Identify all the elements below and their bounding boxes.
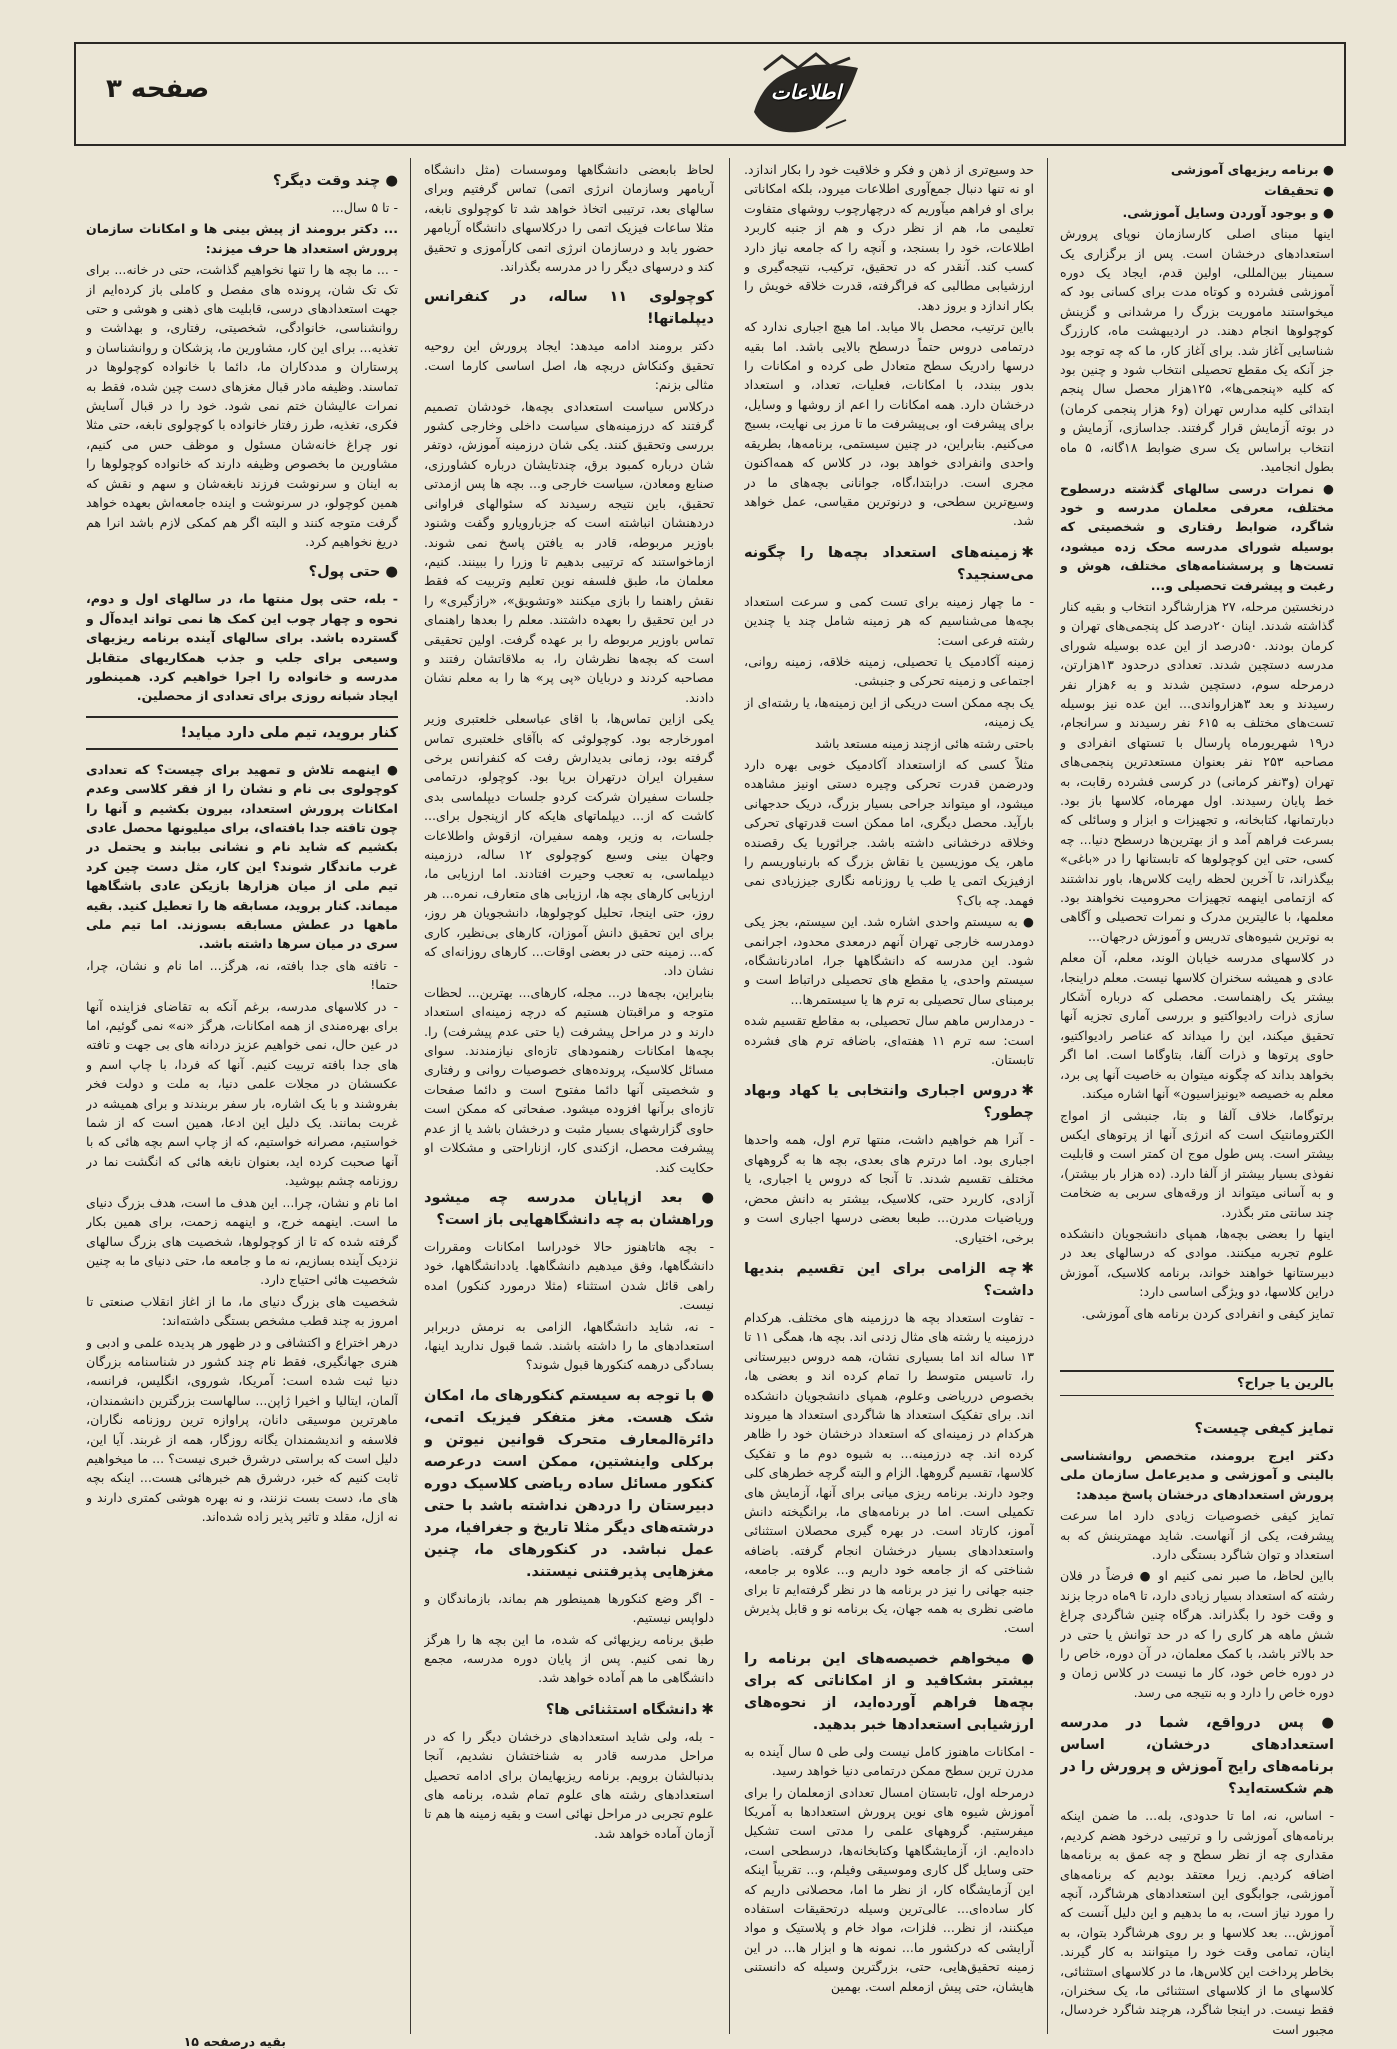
question-heading: ● اینهمه تلاش و تمهید برای چیست؟ که تعدادی کوچولوی بی نام و نشان را از فقر کلاسی وعدم امکانات پرورش استعداد، بیرون بکشیم و آنها را چون تافته جدا بافته‌ای، برای میلیونها محصل عادی بکشیم که شاید نام و نشانی بیابند و یحتمل در غرب ماندگار شوند؟ این کار، مثل دست چین کرد تیم ملی از میان هزارها بازیکن عادی باشگاهها میماند. کنار بروید، مسابقه ها را تعطیل کنید. بقیه ماهها در عطش مسابقه بسوزند. اما تیم ملی سری در میان سرها داشته باشد.: [86, 761, 398, 952]
question-heading: ● چند وقت دیگر؟: [272, 173, 398, 189]
asterisk-icon: ✱: [1021, 1258, 1034, 1277]
heading-text: زمینه‌های استعداد بچه‌ها را چگونه می‌سنجید؟: [744, 544, 1034, 583]
subheading: کوچولوی ۱۱ ساله، در کنفرانس دیپلماتها!: [424, 289, 714, 328]
paragraph: بااین لحاظ، ما صبر نمی کنیم او ● فرضاً در فلان رشته که استعداد بسیار زیادی دارد، تا ۹ماه درجا بزند و وقت خود را بگذراند. هرگاه چنین شاگردی چراغ شش ماهه هر کاری را که در حد توانش یا حتی در حد بالاتر باشد، با کمک معلمان، در آن دوره، خاص را در دوره خاص خود، کار ما نیست در کلاس زمان و دوره خاص را دارد و به نتیجه می رسد.: [1060, 1568, 1334, 1700]
paragraph: - اساس، نه، اما تا حدودی، بله... ما ضمن اینکه برنامه‌های آموزشی را و ترتیبی درخود هضم کردیم، مقداری چه از نظر سطح و چه عمق به برنامه‌ها اضافه کردیم. زیرا معتقد بودیم که برنامه‌های آموزشی، جوابگوی این استعدادهای هرشاگرد، آنچه را مورد نیاز است، به ما بدهیم و این دلیل آنست که آموزش... بعد کلاسها و بر روی هرشاگرد بتوان، به اینان، تمامی وقت خود را میتوانند به کار گیرند. بخاطر پرداخت این کلاس‌ها، ما در کلاسهای استثنائی، کلاسهای ما از کلاسهای استثنائی ما، یک سخنران، فقط نیست. در اینجا شاگرد، هرچند شاگرد خردسال، مجبور است: [1060, 1808, 1334, 2037]
column-1-lower: [1060, 1408, 1334, 2038]
question-heading: [744, 1257, 1034, 1302]
paragraph: درنخستین مرحله، ۲۷ هزارشاگرد انتخاب و بقیه کنار گذاشته شدند. اینان ۲۰درصد کل پنجمی‌های تهران و کرمان بودند. ۵۰درصد از این عده بوسیله شورای مدرسه دستچین شدند. تعدادی درحدود ۱۳هزارتن، درمرحله سوم، دستچین شدند و به ۶هزار نفر رسیدند و بعد ۳هزارواندی... این عده نیز بوسیله تست‌های مختلف به ۶۱۵ نفر رسیدند و سرانجام، در۱۹ شهریورماه پارسال با تستهای انفرادی و مصاحبه ۲۵۳ نفر بعنوان مستعدترین پنجمی‌های تهران (و۳نفر کرمانی) در کرسی فشرده رقابت، به خط پایان رسیدند. اول مهرماه، کلاسها باز بود. دبارتمانها، کتابخانه، و تجهیزات و ابزار و وسائلی که بسرعت فراهم آمد و از بهترین‌ها درسطح دنیا... چه کسی، حتی این کوچولوها که تابستانها را در «باغی» بیگذراند، تا آخرین لحظه رایت کلاس‌ها، باور نداشتند که ازتمامی اینهمه تجهیزات محرومیت نخواهند بود. معلمها، با عالیترین مدرک و نمرات تحصیلی و آگاهی به نوترین شیوه‌های تدریس و آموزش درجهان...: [1060, 598, 1334, 944]
paragraph: دکتر برومند ادامه میدهد: ایجاد پرورش این روحیه تحقیق وکنکاش دربچه ها، اصل اساسی کارما است. مثالی بزنم:: [424, 338, 714, 393]
question-heading: [744, 1079, 1034, 1124]
paragraph: بااین ترتیب، محصل بالا میابد. اما هیچ اجباری ندارد که درتمامی دروس حتماً درسطح بالایی باشد. اما بقیه درسها رادریک سطح متعادل طی کرده و امکانات را بدور ببندد، با امکانات، فعلیات، تعداد، و استعداد درخشان دارد. همه امکانات را اعم از روشها و وسایل، برای پیشرفت او، بی‌پیشرفت ما تا مرز بی نهایت، بسیج می‌کنیم. بنابراین، در چنین سیستمی، برنامه‌ها، بطریقه واحدی وانفرادی خواهد بود، در کلاس که همه‌اکنون مجری است. درابتدا،گاه، جوانانی بچه‌های ما در وسیع‌ترین سطحی، و درنوترین مقیاسی، عمل خواهد شد.: [744, 319, 1034, 529]
heading-text: دانشگاه استثنائی ها؟: [545, 1701, 698, 1718]
question-heading: ● بعد ازپایان مدرسه چه میشود وراهشان به چه دانشگاههایی باز است؟: [424, 1189, 714, 1228]
paragraph: مثلاً کسی که ازاستعداد آکادمیک خوبی بهره دارد ودرضمن قدرت تحرکی وچیره دستی اونیز مشاهده میشود، او میتواند جراحی بسیار بزرگ، دریک حدجهانی بارآید. محصل دیگری، اما ممکن است قدرتهای تحرکی وخلاقه درخشانی داشته باشد. جراثوریا یک رقصنده ماهر، یک موزیسین یا نقاش بزرگ که بارنباوریسم را ازفیزیک اتمی یا طب یا روزنامه نگاری جیززیادی نمی فهمد. چه باک؟: [744, 756, 1034, 908]
paragraph: اما نام و نشان، چرا... این هدف ما است، هدف بزرگ دنیای ما است. اینهمه خرج، و اینهمه زحمت، برای همین بکار گرفته شده که تا از کوچولوها، شخصیت های بزرگ سالهای نزدیک آینده بسازیم، نه ما و جامعه ما، حتی دنیای ما به چنین شخصیت هائی احتیاج دارد.: [86, 1194, 398, 1288]
paragraph: در کلاسهای مدرسه خیابان الوند، معلم، آن معلم عادی و همیشه سخنران کلاسها نیست. معلم دراینجا، بیشتر یک راهنماست. محصلی که درباره آشکار سازی ذرات رادیواکتیو و بررسی آماری تجزیه آنها تحقیق میکند، این را میداند که عناصر رادیواکتیو، حاوی پرتوها و ذرات آلفا، بتاوگاما است. اما اگر بخواهد بداند که چگونه میتوان به خاصیت آنها پی برد، معلم به خصیصه «یونیزاسیون» آنها اشاره میکند.: [1060, 950, 1334, 1102]
paragraph: بنابراین، بچه‌ها در... مجله، کارهای... بهترین... لحظات متوجه و مراقبتان هستیم که درچه زمینه‌ای استعداد دارند و در مراحل پیشرفت (یا حتی عدم پیشرفت) را. بچه‌ها امکانات رهنمودهای تازه‌ای نیازمندند. سوای مسائل کلاسیک، پرونده‌های خصوصیات روانی و رفتاری و شخصیتی آنها دائما مفتوح است و دائما صفحات تازه‌ای برآنها افزوده میشود. صفحاتی که ممکن است حاوی گزارشهای بسیار مثبت و درخشان باشد یا از عدم پیشرفت محصل، ازکندی کار، ازناراحتی و مشکلات او حکایت کند.: [424, 984, 714, 1175]
paragraph: - بله، ولی شاید استعدادهای درخشان دیگر را که در مراحل مدرسه قادر به شناختشان نشدیم، آنجا بدنبالشان برویم. برنامه ریزیهایمان برای ادامه تحصیل استعدادهای رشته های علوم تمام شده، برنامه های علوم تجربی در مراحل نهائی است و بقیه زمینه ها هم تا آزمان آماده خواهد شد.: [424, 1728, 714, 1841]
paragraph: - در کلاسهای مدرسه، برغم آنکه به تقاضای فزاینده آنها برای بهره‌مندی از همه امکانات، هرگز «نه» نمی گوئیم، اما در عین حال، نمی خواهیم عزیز دردانه های بی جهت و تافته های جدا بافته تربیت کنیم. آنها که فردا، با چاپ اسم و عکسشان در مجلات علمی دنیا، به ملت و دولت فخر بفروشند و با یک اشاره، بار سفر بربندند و برای همیشه در غربت بمانند. یک دلیل این ادعا، همین است که از شما خواستیم، مصرانه خواستیم، که از چاپ اسم بچه هائی که با آنها صحبت کرده اید، بعنوان نابغه هائی که انگشت نما در روزنامه چشم بپوشید.: [86, 998, 398, 1189]
paragraph: لحاظ بابعضی دانشگاهها وموسسات (مثل دانشگاه آریامهر وسازمان انرژی اتمی) تماس گرفتیم وبرای سالهای بعد، ترتیبی اتخاذ خواهد شد تا کوچولوی نابغه، مثلا ساعات فیزیک اتمی را درکلاسهای دانشگاه آریامهر حضور یابد و درسازمان انرژی اتمی کارآموزی و تحقیق کند و درسهای دیگر را در مدرسه بگذراند.: [424, 162, 714, 275]
intro-line: ● تحقیقات: [1264, 183, 1334, 199]
question-heading: تمایز کیفی چیست؟: [1194, 1421, 1334, 1437]
question-heading: ● پس درواقع، شما در مدرسه استعدادهای درخشان، اساس برنامه‌های رایج آموزش و پرورش را در هم شکسته‌اید؟: [1060, 1715, 1334, 1798]
paragraph: درهر اختراع و اکتشافی و در ظهور هر پدیده علمی و ادبی و هنری جهانگیری، فقط نام چند کشور در شناسنامه بزرگان دنیا ثبت شده است: آمریکا، شوروی، انگلیس، فرانسه، آلمان، ایتالیا و اخیرا ژاپن... سالهاست بزرگترین دانشمندان، ماهرترین موسیقی دانان، پراوازه ترین روزنامه نگاران، فلاسفه و اندیشمندان یگانه روزگار، همه از غربند. آیا این، دلیل است که براستی درشرق خبری نیست؟ ... ما میخواهیم ثابت کنیم که خبر، درشرق هم خبرهائی هست... اینکه بچه های ما، دست بست نزنند، و نه بهره هوشی کمتری دارند و نه ازل، مقلد و تاثیر پذیر زاده شده‌اند.: [86, 1334, 398, 1525]
heading-text: چه الزامی برای این تقسیم بندیها داشت؟: [744, 1260, 1034, 1299]
list-item: یک بچه ممکن است دریکی از این زمینه‌ها، یا رشته‌ای از یک زمینه،: [744, 694, 1034, 730]
logo-text: اطلاعات: [770, 80, 842, 104]
page-number: صفحه ۳: [106, 74, 210, 104]
paragraph: ● به سیستم واحدی اشاره شد. این سیستم، بجز یکی دومدرسه خارجی تهران آنهم درمعدی محدود، اجرانمی شود. این مدرسه که دانشگاهها جرا، امادرنانشگاه، سیستم واحدی، یا مقطع های تحصیلی دراتباط است و برمبنای سال تحصیلی به ترم ها یا سیستمرها...: [744, 914, 1034, 1007]
list-item: باحتی رشته هائی ازچند زمینه مستعد باشد: [814, 735, 1034, 751]
paragraph: درکلاس سیاست استعدادی بچه‌ها، خودشان تصمیم گرفتند که درزمینه‌های سیاست داخلی وخارجی کشور بررسی وتحقیق کنند. یکی شان درزمینه آموزش، دوتفر شان درباره کمبود برق، چندتایشان درباره کشاورزی، صنایع ومعادن، سیاست خارجی و... بچه ها پس ازمدتی تحقیق، باین نتیجه رسیدند که سئوالهای فراوانی دردهنشان انباشته است که جزبارویارو وگفت وشنود باوزیر مربوطه، قادر به یافتن پاسخ نمی شوند. ازماخواستند که ترتیبی بدهیم تا وزرا را ببینند. کنیم، معلمان ما، طبق فلسفه نوین تعلیم وتربیت که فقط نقش راهنما را بازی میکنند «وتشویق»، «رازگیری» را در این تحقیق را بعهده داشتند. معلم را بعدها راهنمای تماس باوزیر مربوطه را بر عهده گرفت. اولین تحقیقی است که بچه‌ها نظرشان را، به ملاقاتشان رفتند و مصاحبه کردند و دربایان «پی پر» ها را به معلم نشان دادند.: [424, 398, 714, 705]
section-caption: بالرین یا جراح؟: [1060, 1370, 1334, 1396]
paragraph: - ... ما بچه ها را تنها نخواهیم گذاشت، حتی در خانه... برای تک تک شان، پرونده های مفصل و کاملی باز کرده‌ایم از جهت استعدادهای درسی، قابلیت های ذهنی و هوشی و حتی روانشناسی، خانوادگی، شخصیتی، رفتاری، و بهداشت و تغذیه... برای این کار، مشاورین ما، پزشکان و روانشناسان و پرستاران و مددکاران ما، دائما با خانواده کوچولوها در تماسند. وظیفه مادر قبال مغزهای دست چین شده، فقط به نمرات عالیشان ختم نمی شود. خود را در قبال آسایش فکری، تغذیه، طرز رفتار خانواده با کوچولوی نابغه، حتی مثلا نور چراغ خانه‌شان مسئول و موظف حس می کنیم، مشاورین ما بخصوص وظیفه دارند که خانواده کوچولوها را به اینان و سرنوشت فرزند نابغه‌شان و سهم و نقش که همین کوچولو، در سرنوشت و اینده جامعه‌اش بعهده خواهد گرفت متوجه کنند و البته اگر هم کمکی لازم باشد انرا هم دریغ نخواهیم کرد.: [86, 262, 398, 549]
question-heading: ● میخواهم خصیصه‌های این برنامه را بیشتر بشکافید و از امکاناتی که برای بچه‌ها فراهم آورده‌اید، از نحوه‌های ارزشیابی استعدادها خبر بدهید.: [744, 1650, 1034, 1733]
paragraph: - آنرا هم خواهیم داشت، منتها ترم اول، همه واحدها اجباری بود. اما درترم های بعدی، بچه ها به گروههای مختلف تقسیم شدند. تا آنجا که دروس یا اجباری، یا آزادی، کاربرد حتی، کلاسیک، بیشتر به دانش محض، وریاضیات مدرن... طبعا بعضی درسها اجباری است و برخی، اختیاری.: [744, 1132, 1034, 1245]
paragraph: اینها را بعضی بچه‌ها، همپای دانشجویان دانشکده علوم تجربه میکنند. موادی که درسالهای بعد در دبیرستانها خواهند خواند، برنامه کلاسیک، آموزش دراین کلاسها، دو ویژگی اساسی دارد:: [1060, 1225, 1334, 1300]
paragraph-lead: ... دکتر برومند از پیش بینی ها و امکانات سازمان پرورش استعداد ها حرف میزند:: [86, 221, 398, 256]
masthead: [74, 42, 1346, 146]
column-rule: [410, 158, 411, 2034]
newspaper-logo: [746, 50, 866, 140]
paragraph: - درمدارس ماهم سال تحصیلی، به مقاطع تقسیم شده است: سه ترم ۱۱ هفته‌ای، باضافه ترم های فشرده تابستان.: [744, 1013, 1034, 1068]
column-3: [424, 160, 714, 2030]
paragraph: حد وسیع‌تری از ذهن و فکر و خلاقیت خود را بکار اندازد. او نه تنها دنبال جمع‌آوری اطلاعات میرود، بلکه امکاناتی برای او فراهم میآوریم که درچهارچوب روشهای متفاوت تعلیمی ما، هم از نظر درک و هم از جنبه کاربرد اطلاعات، خود را بسنجد، و آنچه را که جامعه نیاز دارد کسب کند. آنقدر که در تحقیق، ترکیب، نتیجه‌گیری و ارزشیابی مطالبی که فراگرفته، قدرت خلاقه خویش را بکار اندازد و بروز دهد.: [744, 162, 1034, 313]
heading-text: دروس اجباری وانتخابی یا کهاد وبهاد چطور؟: [744, 1083, 1034, 1122]
asterisk-icon: ✱: [701, 1699, 714, 1718]
paragraph: طبق برنامه ریزیهائی که شده، ما این بچه ها را هرگز رها نمی کنیم. پس از پایان دوره مدرسه، مجمع دانشگاهی ما هم آماده خواهد شد.: [424, 1631, 714, 1686]
column-1: [1060, 160, 1334, 1550]
continued-on-page: بقیه درصفحه ۱۵: [183, 2034, 286, 2049]
paragraph-lead: - بله، حتی پول منتها ما، در سالهای اول و دوم، نحوه و چهار چوب این کمک ها نمی تواند ایده‌آل و گسترده باشد. برای سالهای آینده برنامه ریزیهای وسیعی برای جلب و جذب همکاریهای متقابل مدرسه و خانواده را اجرا خواهیم کرد. همینطور ایجاد شبانه روزی برای تعدادی از محصلین.: [86, 591, 398, 704]
asterisk-icon: ✱: [1021, 542, 1034, 561]
question-heading: [424, 1698, 714, 1721]
paragraph: تمایز کیفی خصوصیات زیادی دارد اما سرعت پیشرفت، یکی از آنهاست. شاید مهمترینش که به استعداد و توان شاگرد بستگی دارد.: [1060, 1508, 1334, 1563]
paragraph: اینها مبنای اصلی کارسازمان نوپای پرورش استعدادهای درخشان است. پس از برگزاری یک سمینار بین‌المللی، اولین قدم، ایجاد یک دوره آموزشی فشرده و کوتاه مدت برای کسانی بود که میخواستند ماموریت بزرگ را مرشدانی و گزینش کوچولوها انجام دهند. در اردیبهشت ماه، کارزرگ شناسایی آغاز شد. برای آغاز کار، ما که چه توجه بود جز آنکه یک مقطع تحصیلی انتخاب شود و چنین بود که کلیه «پنجمی‌ها»، ۱۲۵هزار محصل سال پنجم ابتدائی کلیه مدارس تهران (و۶ هزار پنجمی کرمان) در بوته آزمایش قرار گرفتند. جداسازی، آزمایش و انتخاب براساس یک سری ضوابط ۱۸گانه، ۵ ماه بطول انجامید.: [1060, 226, 1334, 475]
paragraph: - بچه هاتاهنوز حالا خودراسا امکانات ومقررات دانشگاهها، وفق میدهیم دانشگاهها. یاددانشگاهها، خود راهی قائل شدن استثناء (مثلا درمورد کنکور) امده نیست.: [424, 1238, 714, 1313]
paragraph: - تافته های جدا بافته، نه، هرگز... اما نام و نشان، چرا، حتما!: [86, 957, 398, 993]
boxed-headline: کنار بروید، تیم ملی دارد میاید!: [86, 716, 398, 750]
paragraph: - ما چهار زمینه برای تست کمی و سرعت استعداد بچه‌ها می‌شناسیم که هر زمینه شامل چند یا چندین رشته فرعی است:: [744, 593, 1034, 648]
paragraph: - تفاوت استعداد بچه ها درزمینه های مختلف. هرکدام درزمینه یا رشته های مثال زدنی اند. بچه ها، همگی ۱۱ تا ۱۳ ساله اند اما بسیاری نشان، همه دروس دبیرستانی را، تاسیس متوسط را تمام کرده اند و بعضی ها، بخصوص درریاضی وعلوم، همپای دانشجویان دانشکده اند. برای تفکیک استعداد ها شاگردی استعداد ها میروند هرکدام در زمینه‌ای که استعداد درخشان خود را ظاهر کرده اند. چه درزمینه... به شیوه دوم ما و تفکیک کلاسها، تقسیم گروهها. الزام و البته گرچه خطرهای کلی وجود دارند. برنامه ریزی میانی برای آنها، آزمایش های تکمیلی است. اما در برنامه‌های ما، برانگیخته دانش آموز، کارتاد است. در بهره گیری محصلان استثنائی واستعدادهای بسیار درخشان انجام گرفته. باضافه شناختی که از جامعه خود داریم و... علاوه بر جامعه، جنبه جهانی را نیز در برنامه ها در نظر گرفته‌ایم تا برای ماضی نظری به همه جهان، یک برنامه نو و قابل پذیرش است.: [744, 1309, 1034, 1636]
paragraph: - تا ۵ سال...: [331, 200, 398, 215]
question-heading: ● حتی پول؟: [308, 564, 398, 581]
intro-line: ● برنامه ریزیهای آموزشی: [1170, 162, 1334, 177]
paragraph: - اگر وضع کنکورها همینطور هم بماند، بازماندگان و دلواپس نیستیم.: [424, 1590, 714, 1626]
intro-line: ● و بوجود آوردن وسایل آموزشی.: [1122, 204, 1334, 220]
question-heading: [744, 541, 1034, 586]
column-rule: [729, 158, 730, 2034]
paragraph-bold: ● نمرات درسی سالهای گذشته درسطوح مختلف، معرفی معلمان مدرسه و خود شاگرد، ضوابط رفتاری و شخصیتی که بوسیله شورای مدرسه محک زده میشود، تست‌ها و پرسشنامه‌های مختلف، هوش و رغبت و پیشرفت تحصیلی و...: [1060, 480, 1334, 593]
paragraph: برتوگاما، خلاف آلفا و بتا، جنبشی از امواج الکترومانتیک است که انرژی آنها از پرتوهای ایکس بیشتر است. پس طول موج ان کمتر است و قابلیت نفوذی بسیار بیشتر از آلفا دارد. (ده هزار بار بیشتر)، و به آسانی میتواند از ورقه‌های سربی به ضخامت چند سانتی متر بگذرد.: [1060, 1107, 1334, 1220]
paragraph: - نه، شاید دانشگاهها، الزامی به نرمش دربرابر استعدادهای ما را داشته باشند. شما قبول ندارید اینها، بسادگی درهمه کنکورها قبول شوند؟: [424, 1318, 714, 1373]
interviewee-intro: دکتر ایرج برومند، متخصص روانشناسی بالینی و آموزشی و مدیرعامل سازمان ملی پرورش استعدادهای درخشان پاسخ میدهد:: [1060, 1448, 1334, 1502]
asterisk-icon: ✱: [1021, 1081, 1034, 1100]
paragraph: یکی ازاین تماس‌ها، با اقای عباسعلی خلعتبری وزیر امورخارجه بود. کوچولوئی که باآقای خلعتبری تماس گرفته بود، زمانی بدیدارش رفت که کنفرانس برخی سفیران ایران درتهران برپا بود. کوچولو، درتمامی جلسات سفیران شرکت کردو جلسات دیپلماسی بدی کاشت که از... دیپلماتهای هایکه کار ازپنجول برای... جلسات، به وزیر، وهمه سفیران، ازقوش واطلاعات وجهان بینی وسیع کوچولوی ۱۲ ساله، درزمینه دیپلماسی، به تعجب وحیرت افتادند. اما ارزیابی ما، ارزیابی کارهای بچه ها، ارزیابی های متعارف، نمره... هر روز، حتی اینجا، تحلیل کوچولوها، دانشجویان هر روز، برای این تحقیق دانش آموزان، کارهای بی‌نظیر، کاری که... زمینه حتی در بعضی اوقات... کارهای روزانه‌ای که نشان داد.: [424, 711, 714, 979]
column-rule: [1047, 158, 1048, 2034]
question-heading: ● با توجه به سیستم کنکورهای ما، امکان شک هست. مغز متفکر فیزیک اتمی، دائرةالمعارف متحرک قوانین نیوتن و برکلی واینشتین، ممکن است درعرصه کنکور مسائل ساده ریاضی کلاسیک دوره دبیرستان را دردهن نداشته باشد با حتی درشته‌های دیگر مثلا تاریخ و جغرافیا، مرد عمل نباشد. در کنکورهای ما، چنین مغزهایی پذیرفتنی نیستند.: [424, 1387, 714, 1580]
list-item: زمینه آکادمیک یا تحصیلی، زمینه خلاقه، زمینه روانی، اجتماعی و زمینه تحرکی و جنبشی.: [744, 653, 1034, 689]
paragraph: شخصیت های بزرگ دنیای ما، ما از اغاز انقلاب صنعتی تا امروز به چند قطب مشخص بستگی داشته‌اند:: [86, 1293, 398, 1329]
paragraph: تمایز کیفی و انفرادی کردن برنامه های آموزشی.: [1081, 1305, 1334, 1321]
paragraph: - امکانات ماهنوز کامل نیست ولی طی ۵ سال آینده به مدرن ترین سطح ممکن درتمامی دنیا خواهد رسید.: [744, 1743, 1034, 1779]
paragraph: درمرحله اول، تابستان امسال تعدادی ازمعلمان را برای آموزش شیوه های نوین پرورش استعدادها به آمریکا میفرستیم. گروههای علمی را مدتی است تشکیل داده‌ایم. از، آزمایشگاهها وکتابخانه‌ها، درسطحی است، حتی وسایل گل کاری وموسیقی وفیلم، و... تقریباً اینکه این آزمایشگاه کار، از نظر ما اما، محصلانی داریم که کار ساده‌ای... عالی‌ترین وسیله درتحقیقات استفاده میکنند، از نظر... فلزات، مواد خام و پلاستیک و مواد آرایشی که درکشور ما... نمونه ها و ابزار ها... در این زمینه تحقیق‌هایی، حتی، بزرگترین وسیله که دانستنی هایشان، حتی پیش ازمعلم است. بهمین: [744, 1784, 1034, 1994]
column-4: [86, 160, 398, 2040]
column-2: [744, 160, 1034, 2030]
